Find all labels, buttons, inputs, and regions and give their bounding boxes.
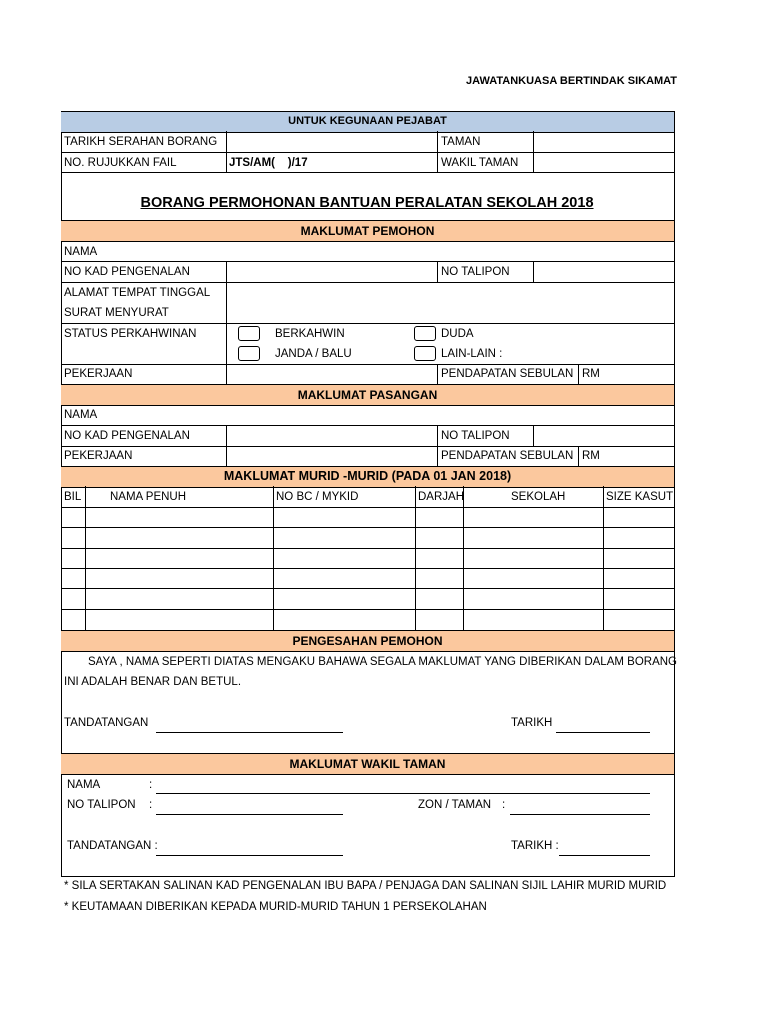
declaration-text-line2: INI ADALAH BENAR DAN BETUL. bbox=[64, 676, 242, 688]
address-label-line2: SURAT MENYURAT bbox=[64, 307, 169, 319]
declaration-section-title: PENGESAHAN PEMOHON bbox=[292, 634, 443, 648]
widow-checkbox[interactable] bbox=[238, 346, 260, 361]
taman-field[interactable] bbox=[534, 132, 672, 151]
spouse-name-label: NAMA bbox=[64, 409, 98, 421]
student-row[interactable] bbox=[61, 589, 674, 609]
rep-phone-colon: : bbox=[149, 799, 153, 811]
student-row[interactable] bbox=[61, 528, 674, 548]
spouse-phone-field[interactable] bbox=[534, 426, 672, 445]
spouse-phone-label: NO TALIPON bbox=[441, 430, 510, 442]
widower-checkbox[interactable] bbox=[414, 326, 436, 341]
note-documents: * SILA SERTAKAN SALINAN KAD PENGENALAN IBU BAPA / PENJAGA DAN SALINAN SIJIL LAHIR MURID MURID bbox=[64, 880, 667, 892]
applicant-signature-label: TANDATANGAN bbox=[64, 717, 149, 729]
spouse-section-band bbox=[61, 384, 674, 406]
rep-zone-line[interactable] bbox=[510, 814, 650, 815]
col-header-class: DARJAH bbox=[418, 491, 465, 503]
spouse-name-field[interactable] bbox=[120, 406, 672, 424]
rep-zone-colon: : bbox=[502, 799, 506, 811]
wakil-taman-field[interactable] bbox=[534, 153, 672, 172]
rep-name-line[interactable] bbox=[156, 793, 650, 794]
applicant-phone-label: NO TALIPON bbox=[441, 266, 510, 278]
spouse-income-field[interactable] bbox=[600, 447, 672, 465]
applicant-ic-field[interactable] bbox=[227, 262, 437, 281]
student-row[interactable] bbox=[61, 508, 674, 527]
spouse-income-currency: RM bbox=[582, 450, 600, 462]
representative-section-band bbox=[61, 753, 674, 775]
applicant-signature-line[interactable] bbox=[156, 732, 343, 733]
declaration-section-band bbox=[61, 630, 674, 652]
address-label-line1: ALAMAT TEMPAT TINGGAL bbox=[64, 287, 211, 299]
applicant-section-title: MAKLUMAT PEMOHON bbox=[300, 224, 435, 238]
students-section-title: MAKLUMAT MURID -MURID (PADA 01 JAN 2018) bbox=[223, 469, 512, 483]
rep-date-line[interactable] bbox=[559, 855, 650, 856]
applicant-job-field[interactable] bbox=[227, 365, 437, 383]
applicant-name-field[interactable] bbox=[120, 242, 672, 260]
declaration-date-label: TARIKH bbox=[511, 717, 553, 729]
col-header-shoe-size: SIZE KASUT bbox=[606, 491, 674, 503]
spouse-ic-label: NO KAD PENGENALAN bbox=[64, 430, 190, 442]
applicant-income-currency: RM bbox=[582, 368, 600, 380]
rep-date-label: TARIKH : bbox=[511, 840, 559, 852]
note-priority: * KEUTAMAAN DIBERIKAN KEPADA MURID-MURID TAHUN 1 PERSEKOLAHAN bbox=[64, 901, 487, 913]
address-field[interactable] bbox=[227, 283, 672, 322]
organization-name: JAWATANKUASA BERTINDAK SIKAMAT bbox=[466, 75, 678, 87]
other-status-option-label: LAIN-LAIN : bbox=[441, 348, 503, 360]
marital-status-label: STATUS PERKAHWINAN bbox=[64, 328, 197, 340]
rep-zone-label: ZON / TAMAN bbox=[418, 799, 492, 811]
rep-name-label: NAMA bbox=[67, 779, 101, 791]
col-header-birth-cert: NO BC / MYKID bbox=[276, 491, 359, 503]
file-ref-value: JTS/AM( )/17 bbox=[229, 157, 308, 169]
spouse-ic-field[interactable] bbox=[227, 426, 437, 445]
widow-option-label: JANDA / BALU bbox=[275, 348, 352, 360]
declaration-date-line[interactable] bbox=[556, 732, 650, 733]
rep-phone-line[interactable] bbox=[156, 814, 343, 815]
married-option-label: BERKAHWIN bbox=[275, 328, 345, 340]
rep-signature-label: TANDATANGAN : bbox=[67, 840, 158, 852]
wakil-taman-label: WAKIL TAMAN bbox=[441, 157, 519, 169]
student-row[interactable] bbox=[61, 569, 674, 588]
applicant-name-label: NAMA bbox=[64, 246, 98, 258]
submission-date-field[interactable] bbox=[227, 132, 437, 151]
students-section-band bbox=[61, 466, 674, 488]
applicant-income-field[interactable] bbox=[600, 365, 672, 383]
col-header-full-name: NAMA PENUH bbox=[110, 491, 187, 503]
spouse-job-field[interactable] bbox=[227, 447, 437, 465]
applicant-income-label: PENDAPATAN SEBULAN bbox=[441, 368, 574, 380]
spouse-income-label: PENDAPATAN SEBULAN bbox=[441, 450, 574, 462]
other-status-checkbox[interactable] bbox=[414, 346, 436, 361]
office-use-band bbox=[61, 111, 674, 133]
applicant-job-label: PEKERJAAN bbox=[64, 368, 133, 380]
applicant-section-band bbox=[61, 220, 674, 242]
student-row[interactable] bbox=[61, 610, 674, 629]
taman-label: TAMAN bbox=[441, 136, 481, 148]
office-use-title: UNTUK KEGUNAAN PEJABAT bbox=[288, 115, 447, 127]
file-ref-label: NO. RUJUKKAN FAIL bbox=[64, 157, 177, 169]
married-checkbox[interactable] bbox=[238, 326, 260, 341]
representative-section-title: MAKLUMAT WAKIL TAMAN bbox=[289, 757, 446, 771]
spouse-job-label: PEKERJAAN bbox=[64, 450, 133, 462]
students-table bbox=[61, 486, 674, 630]
spouse-section-title: MAKLUMAT PASANGAN bbox=[297, 388, 438, 402]
declaration-text-line1: SAYA , NAMA SEPERTI DIATAS MENGAKU BAHAWA SEGALA MAKLUMAT YANG DIBERIKAN DALAM BORANG bbox=[88, 656, 677, 668]
form-title: BORANG PERMOHONAN BANTUAN PERALATAN SEKOLAH 2018 bbox=[140, 195, 594, 211]
applicant-ic-label: NO KAD PENGENALAN bbox=[64, 266, 190, 278]
rep-phone-label: NO TALIPON bbox=[67, 799, 136, 811]
widower-option-label: DUDA bbox=[441, 328, 474, 340]
col-header-bil: BIL bbox=[64, 491, 82, 503]
col-header-school: SEKOLAH bbox=[511, 491, 566, 503]
rep-signature-line[interactable] bbox=[156, 855, 343, 856]
student-row[interactable] bbox=[61, 549, 674, 568]
rep-name-colon: : bbox=[149, 779, 153, 791]
submission-date-label: TARIKH SERAHAN BORANG bbox=[64, 136, 218, 148]
applicant-phone-field[interactable] bbox=[534, 262, 672, 281]
